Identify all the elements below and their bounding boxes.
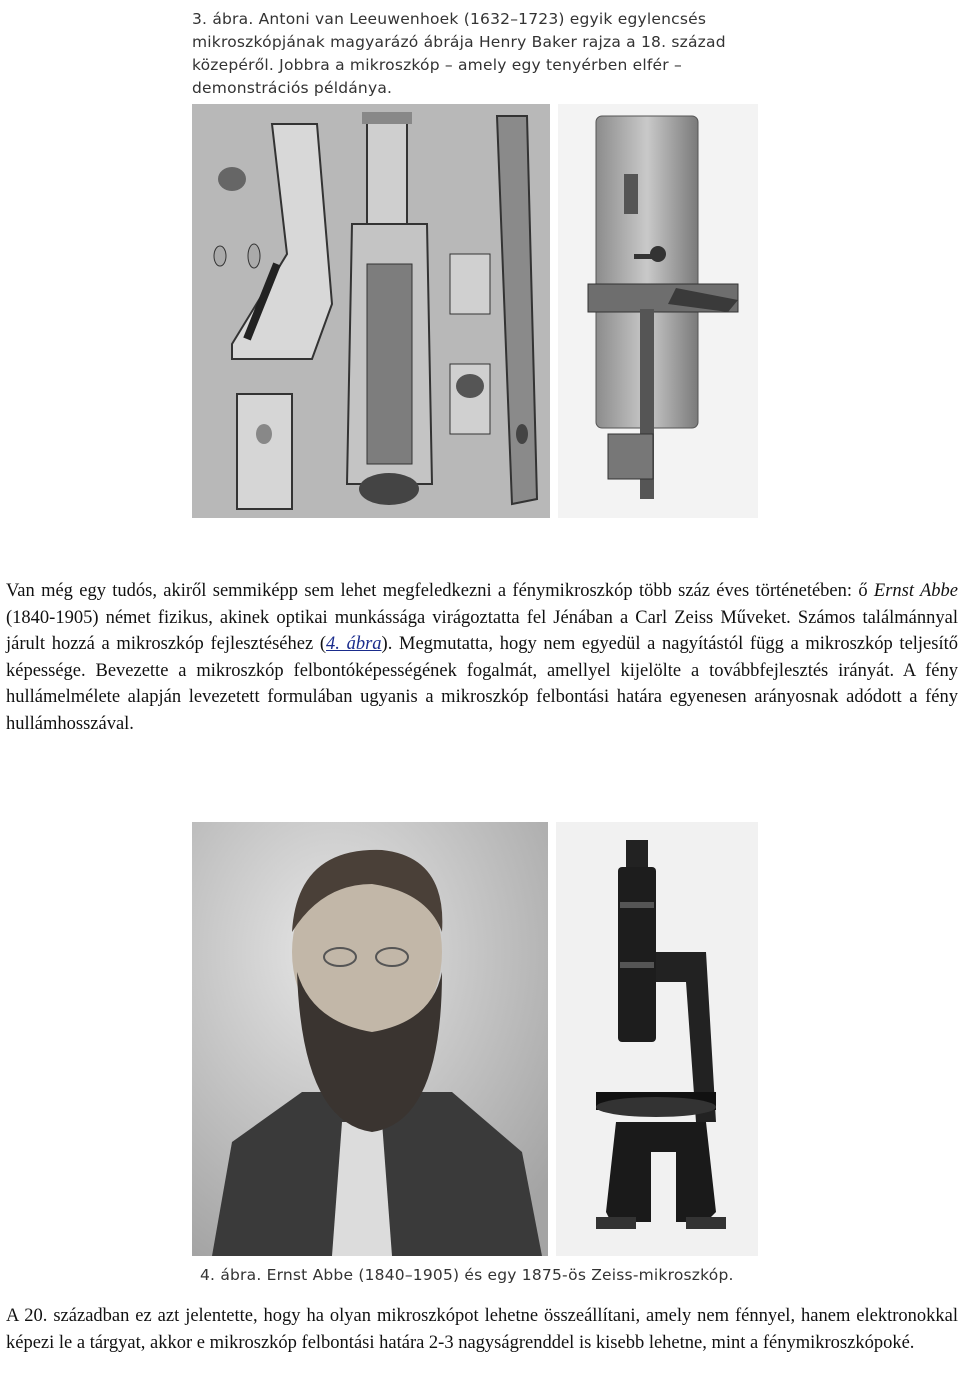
figure-3-caption	[192, 8, 758, 100]
paragraph-electron-microscope	[6, 1303, 958, 1356]
paragraph-2-text: A 20. században ez azt jelentette, hogy ha olyan mikroszkópot lehetne összeállítani, amely nem fénnyel, hanem elektronokkal képezi le a tárgyat, akkor e mikroszkóp felbontási határa 2-3 nagyságrenddel is kisebb lehetne, mint a fénymikroszkópoké.	[6, 1306, 958, 1353]
microscope-photo-drawing	[558, 104, 758, 518]
paragraph-1-part-2: (1840-1905) német fizikus, akinek optikai munkássága virágoztatta fel Jénában a Carl Zeiss Műveket. Számos találmánnyal járult hozzá a mikroszkóp fejlesztéséhez (	[6, 607, 958, 654]
figure-4-caption	[200, 1264, 760, 1287]
ernst-abbe-portrait	[192, 822, 548, 1256]
paragraph-1-part-3: ). Megmutatta, hogy nem egyedül a nagyítástól függ a mikroszkóp teljesítő képessége. Bevezette a mikroszkóp felbontóképességének fogalmát, amellyel kijelölte a továbbfejlesztés irányát. A fény hullámelmélete alapján levezetett formulában ugyanis a mikroszkóp felbontási határa egyenesen arányosnak adódott a fény hullámhosszával.	[6, 634, 959, 734]
paragraph-ernst-abbe	[6, 578, 958, 737]
portrait-drawing	[192, 822, 548, 1256]
figure-4-link[interactable]: 4. ábra	[326, 634, 382, 654]
leeuwenhoek-microscope-photo	[558, 104, 758, 518]
figure-4-caption-text: Ernst Abbe (1840–1905) és egy 1875-ös Zeiss-mikroszkóp.	[266, 1266, 734, 1284]
figure-4-number: 4. ábra.	[200, 1266, 262, 1284]
leeuwenhoek-engraving	[192, 104, 550, 518]
figure-3-caption-text: Antoni van Leeuwenhoek (1632–1723) egyik egylencsés mikroszkópjának magyarázó ábrája Henry Baker rajza a 18. század közepéről. Jobbra a mikroszkóp – amely egy tenyérben elfér – demonstrációs példánya.	[192, 10, 726, 97]
figure-3-number: 3. ábra.	[192, 10, 254, 28]
engraving-drawing	[192, 104, 550, 518]
paragraph-1-part-1: Van még egy tudós, akiről semmiképp sem lehet megfeledkezni a fénymikroszkóp több száz éves történetében: ő	[6, 581, 874, 601]
zeiss-microscope-photo	[556, 822, 758, 1256]
ernst-abbe-name: Ernst Abbe	[873, 581, 958, 601]
zeiss-microscope-drawing	[556, 822, 758, 1256]
